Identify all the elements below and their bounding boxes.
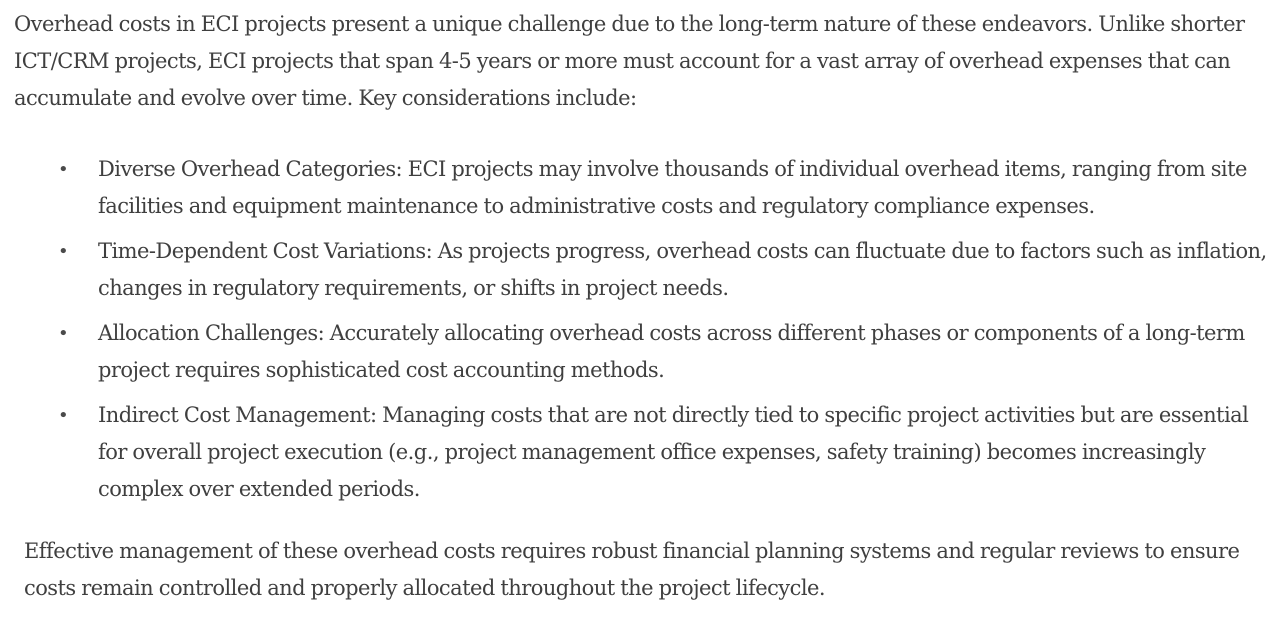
- list-item-text: Indirect Cost Management: Managing costs that are not directly tied to specific project activities but are essential for overall project execution (e.g., project management office expenses, safety training) becomes increasingly complex over extended periods.: [98, 403, 1249, 501]
- list-item-text: Diverse Overhead Categories: ECI projects may involve thousands of individual overhead items, ranging from site facilities and equipment maintenance to administrative costs and regulatory compliance expenses.: [98, 157, 1247, 218]
- list-item-text: Time-Dependent Cost Variations: As projects progress, overhead costs can fluctuate due to factors such as inflation, changes in regulatory requirements, or shifts in project needs.: [98, 239, 1267, 300]
- bullet-icon: •: [58, 159, 69, 180]
- list-item: [0, 397, 1268, 508]
- bullet-icon: •: [58, 405, 69, 426]
- list-item: [0, 151, 1268, 225]
- intro-paragraph: Overhead costs in ECI projects present a unique challenge due to the long-term nature of these endeavors. Unlike shorter ICT/CRM projects, ECI projects that span 4-5 years or more must account for a vast array of overhead expenses that can accumulate and evolve over time. Key considerations include:: [14, 12, 1245, 110]
- considerations-list: [0, 151, 1280, 516]
- bullet-icon: •: [58, 323, 69, 344]
- list-item: [0, 233, 1268, 307]
- list-item-text: Allocation Challenges: Accurately allocating overhead costs across different phases or components of a long-term project requires sophisticated cost accounting methods.: [98, 321, 1245, 382]
- list-item: [0, 315, 1268, 389]
- bullet-icon: •: [58, 241, 69, 262]
- outro-paragraph: Effective management of these overhead costs requires robust financial planning systems and regular reviews to ensure costs remain controlled and properly allocated throughout the project lifecycle.: [24, 539, 1240, 600]
